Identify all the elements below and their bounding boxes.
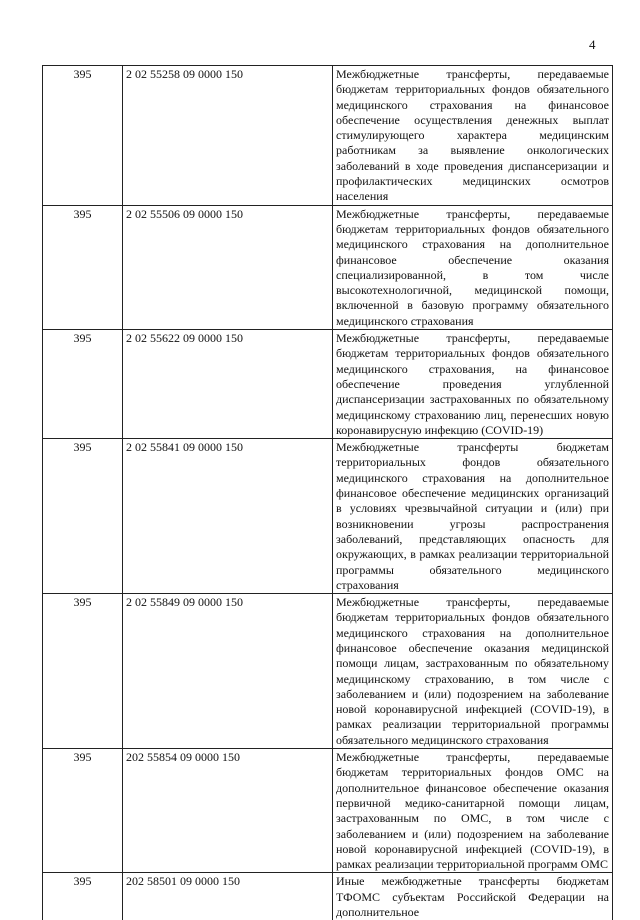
description-cell: Межбюджетные трансферты, передаваемые бюджетам территориальных фондов обязательного медицинского страхования на дополнительное финансовое обеспечение оказания специализированной, в том числе высокотехнологичной, медицинской помощи, включенной в базовую программу обязательного медицинского страхования [333, 205, 613, 329]
budget-code-cell: 2 02 55622 09 0000 150 [123, 330, 333, 439]
budget-codes-table [42, 65, 613, 920]
table-row [43, 66, 613, 206]
description-cell: Иные межбюджетные трансферты бюджетам ТФОМС субъектам Российской Федерации на дополнительное [333, 873, 613, 920]
table-row [43, 873, 613, 920]
admin-code-cell: 395 [43, 439, 123, 594]
admin-code-cell: 395 [43, 205, 123, 329]
description-cell: Межбюджетные трансферты, передаваемые бюджетам территориальных фондов обязательного медицинского страхования, на финансовое обеспечение проведения углубленной диспансеризации застрахованных по обязательному медицинскому страхованию лиц, перенесших новую коронавирусную инфекцию (COVID-19) [333, 330, 613, 439]
admin-code-cell: 395 [43, 749, 123, 873]
budget-code-cell: 2 02 55258 09 0000 150 [123, 66, 333, 206]
admin-code-cell: 395 [43, 594, 123, 749]
table-row [43, 594, 613, 749]
budget-code-cell: 2 02 55841 09 0000 150 [123, 439, 333, 594]
table-row [43, 205, 613, 329]
budget-code-cell: 2 02 55849 09 0000 150 [123, 594, 333, 749]
table-row [43, 749, 613, 873]
admin-code-cell: 395 [43, 66, 123, 206]
description-cell: Межбюджетные трансферты, передаваемые бюджетам территориальных фондов ОМС на дополнительное финансовое обеспечение оказания первичной медико-санитарной помощи лицам, застрахованным по ОМС, в том числе с заболеванием и (или) подозрением на заболевание новой коронавирусной инфекцией (COVID-19), в рамках реализации территориальной программ ОМС [333, 749, 613, 873]
admin-code-cell: 395 [43, 873, 123, 920]
table-row [43, 330, 613, 439]
budget-code-cell: 202 55854 09 0000 150 [123, 749, 333, 873]
page-number: 4 [589, 37, 596, 52]
admin-code-cell: 395 [43, 330, 123, 439]
budget-code-cell: 2 02 55506 09 0000 150 [123, 205, 333, 329]
table-row [43, 439, 613, 594]
description-cell: Межбюджетные трансферты, передаваемые бюджетам территориальных фондов обязательного медицинского страхования на финансовое обеспечение осуществления денежных выплат стимулирующего характера медицинским работникам за выявление онкологических заболеваний в ходе проведения диспансеризации и профилактических медицинских осмотров населения [333, 66, 613, 206]
budget-code-cell: 202 58501 09 0000 150 [123, 873, 333, 920]
description-cell: Межбюджетные трансферты, передаваемые бюджетам территориальных фондов обязательного медицинского страхования на дополнительное финансовое обеспечение оказания медицинской помощи лицам, застрахованным по обязательному медицинскому страхованию, в том числе с заболеванием и (или) подозрением на заболевание новой коронавирусной инфекцией (COVID-19), в рамках реализации территориальной программы обязательного медицинского страхования [333, 594, 613, 749]
description-cell: Межбюджетные трансферты бюджетам территориальных фондов обязательного медицинского страхования на дополнительное финансовое обеспечение медицинских организаций в условиях чрезвычайной ситуации и (или) при возникновении угрозы распространения заболеваний, представляющих опасность для окружающих, в рамках реализации территориальной программы обязательного медицинского страхования [333, 439, 613, 594]
